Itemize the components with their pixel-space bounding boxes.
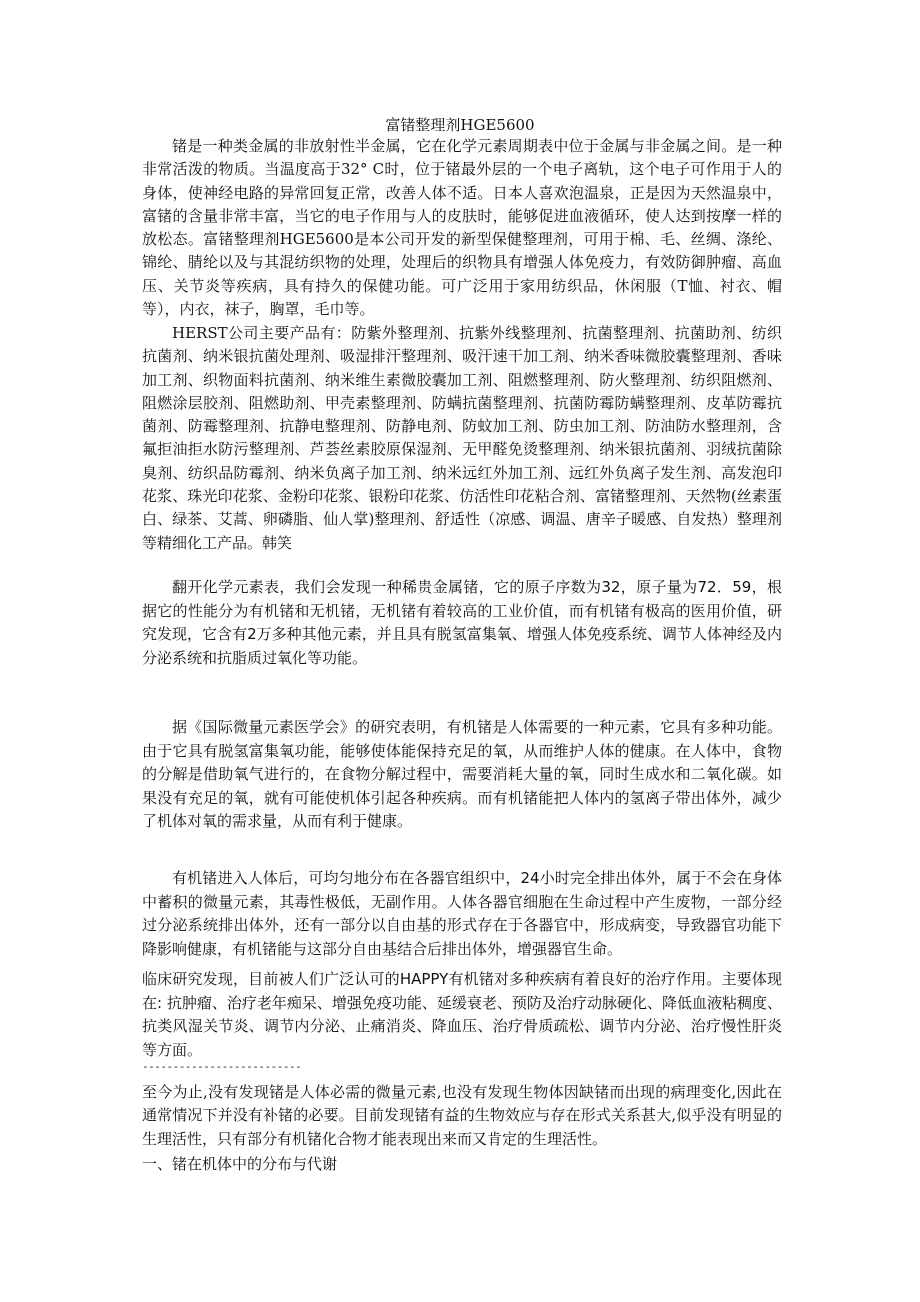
paragraph-herst-products: HERST公司主要产品有：防紫外整理剂、抗紫外线整理剂、抗菌整理剂、抗菌助剂、纺织抗菌剂、纳米银抗菌处理剂、吸湿排汗整理剂、吸汗速干加工剂、纳米香味微胶囊整理剂、香味加工剂、织物面料抗菌剂、纳米维生素微胶囊加工剂、阻燃整理剂、防火整理剂、纺织阻燃剂、阻燃涂层胶剂、阻燃助剂、甲壳素整理剂、防螨抗菌整理剂、抗菌防霉防螨整理剂、皮革防霉抗菌剂、防霉整理剂、抗静电整理剂、防静电剂、防蚊加工剂、防虫加工剂、防油防水整理剂，含氟拒油拒水防污整理剂、芦荟丝素胶原保湿剂、无甲醛免烫整理剂、纳米银抗菌剂、羽绒抗菌除臭剂、纺织品防霉剂、纳米负离子加工剂、纳米远红外加工剂、远红外负离子发生剂、高发泡印花浆、珠光印花浆、金粉印花浆、银粉印花浆、仿活性印花粘合剂、富锗整理剂、天然物(丝素蛋白、绿茶、艾蒿、卵磷脂、仙人掌)整理剂、舒适性（凉感、调温、唐辛子暖感、自发热）整理剂等精细化工产品。韩笑 (142, 324, 782, 552)
divider-line: -------------------------- (142, 1060, 302, 1073)
paragraph-research: 据《国际微量元素医学会》的研究表明，有机锗是人体需要的一种元素，它具有多种功能。由于它具有脱氢富集氧功能，能够使体能保持充足的氧，从而维护人体的健康。在人体中，食物的分解是借助氧气进行的，在食物分解过程中，需要消耗大量的氧，同时生成水和二氧化碳。如果没有充足的氧，就有可能使机体引起各种疾病。而有机锗能把人体内的氢离子带出体外，减少了机体对氧的需求量，从而有利于健康。 (142, 718, 782, 831)
paragraph-clinical: 临床研究发现，目前被人们广泛认可的HAPPY有机锗对多种疾病有着良好的治疗作用。主要体现在: 抗肿瘤、治疗老年痴呆、增强免疫功能、延缓衰老、预防及治疗动脉硬化、降低血液粘稠度、抗类风湿关节炎、调节内分泌、止痛消炎、降血压、治疗骨质疏松、调节内分泌、治疗慢性肝炎等方面。 (142, 970, 782, 1059)
paragraph-germanium-intro: 锗是一种类金属的非放射性半金属，它在化学元素周期表中位于金属与非金属之间。是一种非常活泼的物质。当温度高于32° C时，位于锗最外层的一个电子离轨，这个电子可作用于人的身体，使神经电路的异常回复正常，改善人体不适。日本人喜欢泡温泉，正是因为天然温泉中，富锗的含量非常丰富，当它的电子作用与人的皮肤时，能够促进血液循环，使人达到按摩一样的放松态。富锗整理剂HGE5600是本公司开发的新型保健整理剂，可用于棉、毛、丝绸、涤纶、锦纶、腈纶以及与其混纺织物的处理，处理后的织物具有增强人体免疫力，有效防御肿瘤、高血压、关节炎等疾病，具有持久的保健功能。可广泛用于家用纺织品，休闲服（T恤、衬衣、帽等），内衣，袜子，胸罩，毛巾等。 (142, 137, 782, 319)
section-heading: 一、锗在机体中的分布与代谢 (142, 1155, 338, 1173)
paragraph-periodic-table: 翻开化学元素表，我们会发现一种稀贵金属锗，它的原子序数为32，原子量为72．59，根据它的性能分为有机锗和无机锗，无机锗有着较高的工业价值，而有机锗有极高的医用价值，研究发现，它含有2万多种其他元素，并且具有脱氢富集氧、增强人体免疫系统、调节人体神经及内分泌系统和抗脂质过氧化等功能。 (142, 578, 782, 667)
paragraph-conclusion: 至今为止,没有发现锗是人体必需的微量元素,也没有发现生物体因缺锗而出现的病理变化,因此在通常情况下并没有补锗的必要。目前发现锗有益的生物效应与存在形式关系甚大,似乎没有明显的生理活性，只有部分有机锗化合物才能表现出来而又肯定的生理活性。 (142, 1083, 782, 1148)
paragraph-metabolism: 有机锗进入人体后，可均匀地分布在各器官组织中，24小时完全排出体外，属于不会在身体中蓄积的微量元素，其毒性极低，无副作用。人体各器官细胞在生命过程中产生废物，一部分经过分泌系统排出体外，还有一部分以自由基的形式存在于各器官中，形成病变，导致器官功能下降影响健康，有机锗能与这部分自由基结合后排出体外，增强器官生命。 (142, 869, 782, 958)
document-title: 富锗整理剂HGE5600 (385, 116, 535, 134)
